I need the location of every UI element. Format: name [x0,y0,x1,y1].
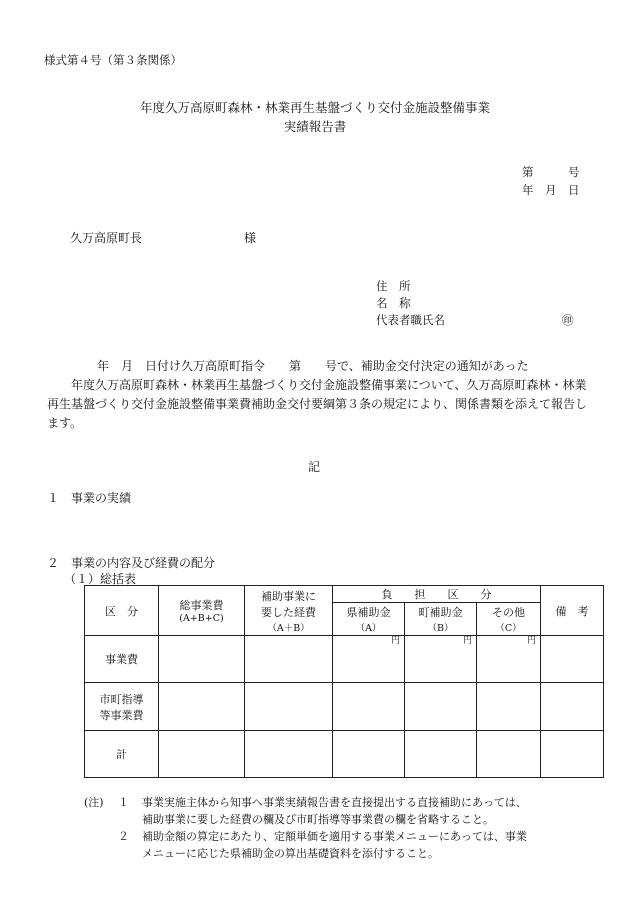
subsection-heading: （１）総括表 [64,572,137,586]
note-1 [84,794,584,811]
cell [159,683,245,731]
header-required-sub: （A＋B） [267,622,310,634]
cell [245,683,333,731]
header-town-sub: （B） [427,623,454,634]
cell [245,731,333,778]
cell-town [405,636,477,683]
header-other-label: その他 [492,606,525,619]
seal-mark: ㊞ [562,313,574,327]
section2-heading: ２ 事業の内容及び経費の配分 [47,556,216,570]
summary-table [84,585,604,778]
header-remarks: 備 考 [541,586,604,636]
cell [245,636,333,683]
document-date: 年 月 日 [522,183,580,197]
cell [541,683,604,731]
note-1-cont [84,811,584,828]
note-1-line2: 補助事業に要した経費の欄及び市町指導等事業費の欄を省略すること。 [142,813,494,826]
document-title-line1: 年度久万高原町森林・林業再生基盤づくり交付金施設整備事業 [139,100,490,115]
note-1-line1: 事業実施主体から知事へ事業実績報告書を直接提出する直接補助にあっては、 [142,796,527,809]
ki-heading: 記 [308,460,321,474]
row-shido-line1: 市町指導 [99,692,144,706]
header-required-line1: 補助事業に [261,589,316,603]
addressee: 久万高原町長 [70,231,143,245]
cell [333,683,405,731]
header-town-label: 町補助金 [418,606,463,619]
note-2-number: ２ [118,830,129,843]
form-label: 様式第４号（第３条関係） [44,53,182,67]
header-total-label: 総事業費 [179,599,224,612]
body-line1: 年 月 日付け久万高原町指令 第 号で、補助金交付決定の通知があった [97,359,529,373]
honorific: 様 [244,231,257,245]
row-jigyouhi: 事業費 [85,636,159,683]
cell [477,683,541,731]
cell [405,683,477,731]
name-label: 名 称 [376,296,411,310]
address-label: 住 所 [376,279,411,293]
cell [541,636,604,683]
header-pref [333,603,405,636]
cell [405,731,477,778]
header-kubun: 区 分 [85,586,159,636]
row-shido [85,683,159,731]
yen-unit: 円 [462,636,472,646]
note-2 [84,828,584,845]
notes [84,794,584,862]
cell-pref [333,636,405,683]
header-pref-label: 県補助金 [346,606,391,619]
document-number: 第 号 [522,165,580,179]
note-2-line2: メニューに応じた県補助金の算出基礎資料を添付すること。 [142,847,439,860]
header-total-sub: (A+B+C) [179,613,224,624]
cell-other [477,636,541,683]
note-2-line1: 補助金額の算定にあたり、定額単価を適用する事業メニューにあっては、事業 [142,830,527,843]
yen-unit: 円 [390,636,400,646]
cell [477,731,541,778]
header-total [159,586,245,636]
cell [541,731,604,778]
note-1-number: １ [118,796,129,809]
representative-label: 代表者職氏名 [376,313,445,327]
header-required-line2: 要した経費 [261,605,316,619]
cell [333,731,405,778]
body-paragraph [47,357,587,433]
header-pref-sub: （A） [355,623,382,634]
cell [159,731,245,778]
yen-unit: 円 [526,636,536,646]
header-required [245,586,333,636]
header-other [477,603,541,636]
header-other-sub: （C） [495,623,522,634]
note-2-cont [84,845,584,862]
row-total: 計 [85,731,159,778]
header-town [405,603,477,636]
section1-heading: １ 事業の実績 [47,491,132,505]
header-burden: 負 担 区 分 [333,586,541,603]
cell [159,636,245,683]
document-title-line2: 実績報告書 [283,119,347,134]
note-label: (注) [84,796,104,809]
row-shido-line2: 等事業費 [99,708,144,722]
body-line2: 年度久万高原町森林・林業再生基盤づくり交付金施設整備事業について、久万高原町森林・林業再生基盤づくり交付金施設整備事業費補助金交付要綱第３条の規定により、関係書類を添えて報告します。 [47,378,588,430]
